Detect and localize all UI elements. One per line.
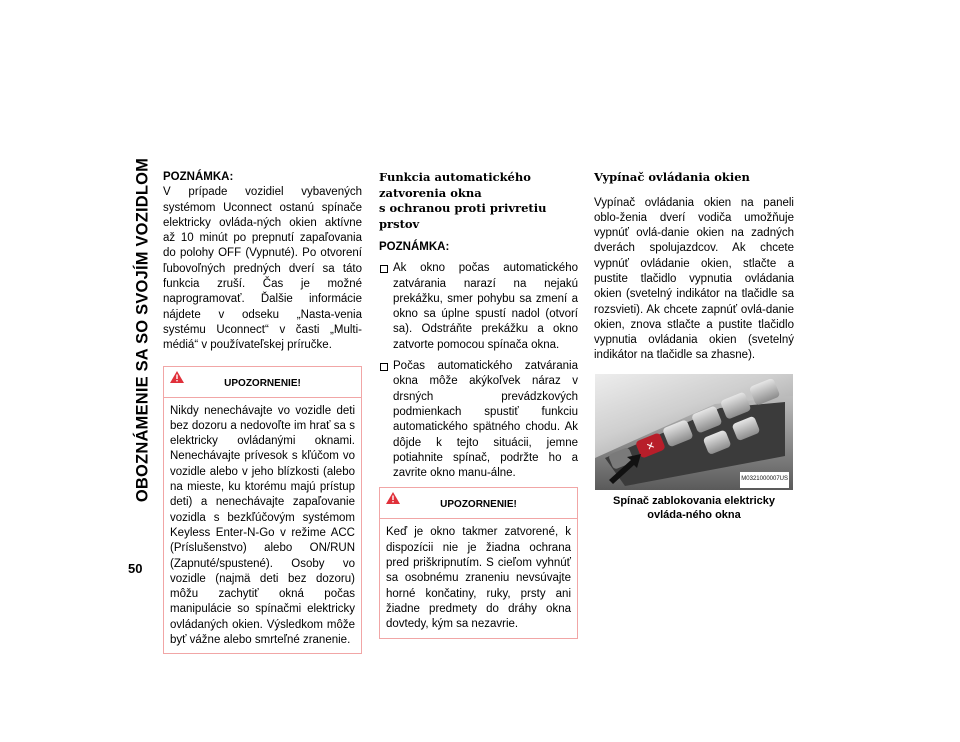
page-number: 50: [128, 561, 143, 576]
section-heading: Vypínač ovládania okien: [594, 170, 750, 184]
chapter-sidebar: [130, 157, 156, 503]
column-2: [379, 170, 578, 639]
warning-box: [163, 366, 362, 655]
warning-header: [380, 488, 577, 519]
square-bullet-icon: [380, 363, 388, 371]
note-text: V prípade vozidiel vybavených systémom Uconnect ostanú spínače elektricky ovláda-ných okien aktívne až 10 minút po prepnutí zapaľovania do polohy OFF (Vypnuté). Po otvorení ľubovoľných predných dverí sa táto funkcia zruší. Čas je možné naprogramovať. Ďalšie informácie nájdete v odseku „Nasta-venia systému Uconnect“ v časti „Multi-médiá“ v používateľskej príručke.: [163, 186, 362, 352]
bullet-text: Počas automatického zatvárania okna môže akýkoľvek náraz v drsných prevádzkových podmienkach spustiť funkciu automatického spätného chodu. Ak dôjde k tejto situácii, jemne potiahnite spínač, podržte ho a zavrite okno manu-álne.: [393, 360, 578, 480]
warning-title: UPOZORNENIE!: [224, 377, 301, 389]
window-switch-photo: [595, 374, 793, 490]
warning-box: [379, 487, 578, 638]
list-item: [379, 359, 578, 481]
photo-caption: Spínač zablokovania elektricky ovláda-ného okna: [612, 494, 776, 521]
svg-text:✕: ✕: [645, 439, 657, 454]
note-heading: POZNÁMKA:: [379, 241, 450, 253]
warning-title: UPOZORNENIE!: [440, 499, 517, 511]
column-1: [163, 170, 362, 654]
body-text: Vypínač ovládania okien na paneli oblo-ženia dverí vodiča umožňuje vypnúť ovlá-danie okien na zadných dverách spolujazdcov. Ak chcete vypnúť ovládanie okien, stlačte a pustite tlačidlo vypnutia ovládania okien (svetelný indikátor na tlačidle sa rozsvieti). Ak chcete zapnúť ovlá-danie okien, znova stlačte a pustite tlačidlo vypnutia ovládania okien (svetelný indikátor na tlačidle sa zhasne).: [594, 196, 794, 362]
warning-text: Nikdy nenechávajte vo vozidle deti bez dozoru a nedovoľte im hrať sa s elektricky ovládanými oknami. Nenechávajte prívesok s kľúčom vo vozidle alebo v jeho blízkosti (alebo na mieste, ku ktorému majú prístup deti) a nenechávajte zapaľovanie vozidla s bezkľúčovým systémom Keyless Enter-N-Go v režime ACC (Príslušenstvo) alebo ON/RUN (Zapnuté/spustené). Osoby vo vozidle (najmä deti bez dozoru) môžu zachytiť okná počas manipulácie so spínačmi elektricky ovládaných okien. Výsledkom môže byť vážne alebo smrteľné zranenie.: [170, 404, 355, 647]
column-3: [594, 170, 794, 522]
warning-text: Keď je okno takmer zatvorené, k dispozícii nie je žiadna ochrana pred priškripnutím. S cieľom vyhnúť sa osobnému zraneniu nevsúvajte horné končatiny, ruky, prsty ani žiadne predmety do dráhy okna dovtedy, kým sa nezavrie.: [386, 526, 571, 631]
list-item: [379, 261, 578, 353]
section-heading-line-2: s ochranou proti privretiu prstov: [379, 201, 547, 231]
photo-id: M0321000007US: [740, 472, 789, 487]
section-heading-line-1: Funkcia automatického zatvorenia okna: [379, 170, 531, 200]
note-heading: POZNÁMKA:: [163, 171, 234, 183]
note-bullet-list: [379, 261, 578, 481]
warning-header: [164, 367, 361, 398]
bullet-text: Ak okno počas automatického zatvárania narazí na nejakú prekážku, smer pohybu sa zmení a okno sa úplne spustí nadol (otvorí sa). Odstráňte prekážku a okno zatvorte pomocou spínača okna.: [393, 262, 578, 351]
chapter-title: OBOZNÁMENIE SA SO SVOJÍM VOZIDLOM: [133, 157, 152, 503]
square-bullet-icon: [380, 265, 388, 273]
